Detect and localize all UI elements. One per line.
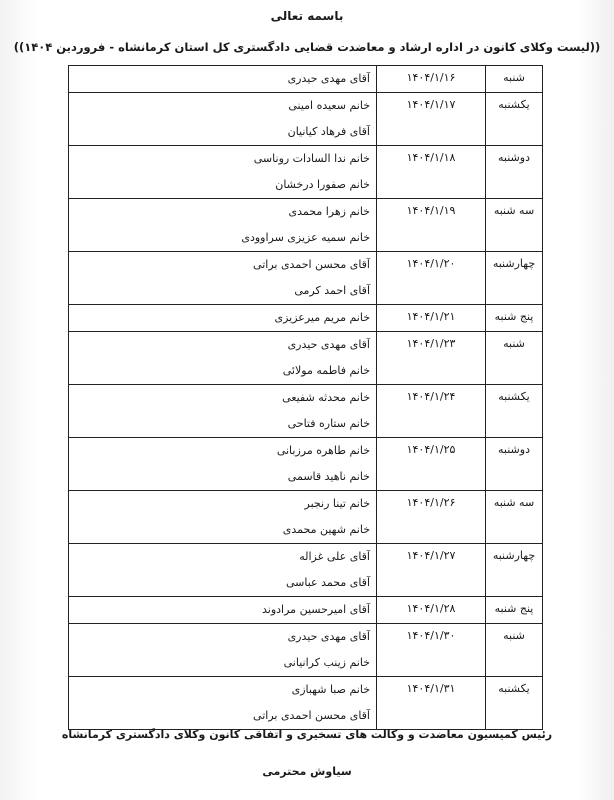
lawyer-name: آقای محسن احمدی براتی xyxy=(253,709,370,722)
lawyer-names-cell xyxy=(69,332,377,385)
date-cell: ۱۴۰۴/۱/۱۷ xyxy=(377,93,486,146)
commission-head-title: رئیس کمیسیون معاضدت و وکالت های تسخیری و اتفاقی کانون وکلای دادگستری کرمانشاه xyxy=(61,728,553,741)
lawyer-names-cell xyxy=(69,385,377,438)
date-cell: ۱۴۰۴/۱/۱۹ xyxy=(377,199,486,252)
lawyer-name: خانم سمیه عزیزی سراوودی xyxy=(241,231,370,244)
table-row xyxy=(69,677,543,730)
table-row xyxy=(69,438,543,491)
lawyer-names-cell xyxy=(69,199,377,252)
day-cell: پنج شنبه xyxy=(486,597,543,624)
date-cell: ۱۴۰۴/۱/۳۰ xyxy=(377,624,486,677)
day-cell: دوشنبه xyxy=(486,438,543,491)
lawyer-name: آقای احمد کرمی xyxy=(294,284,370,297)
signatory-name: سیاوش محترمی xyxy=(262,765,352,778)
date-cell: ۱۴۰۴/۱/۱۸ xyxy=(377,146,486,199)
lawyer-names-cell xyxy=(69,438,377,491)
lawyer-name: خانم ستاره فتاحی xyxy=(287,417,370,430)
table-row xyxy=(69,146,543,199)
day-cell: چهارشنبه xyxy=(486,544,543,597)
table-row xyxy=(69,93,543,146)
day-cell: شنبه xyxy=(486,66,543,93)
lawyer-name: خانم زهرا محمدی xyxy=(288,205,370,218)
day-cell: یکشنبه xyxy=(486,93,543,146)
table-row xyxy=(69,332,543,385)
date-cell: ۱۴۰۴/۱/۲۴ xyxy=(377,385,486,438)
date-cell: ۱۴۰۴/۱/۲۳ xyxy=(377,332,486,385)
date-cell: ۱۴۰۴/۱/۲۸ xyxy=(377,597,486,624)
day-cell: شنبه xyxy=(486,624,543,677)
date-cell: ۱۴۰۴/۱/۲۶ xyxy=(377,491,486,544)
lawyer-name: آقای علی غزاله xyxy=(299,550,370,563)
table-row xyxy=(69,597,543,624)
document-subtitle: ((لیست وکلای کانون در اداره ارشاد و معاضدت قضایی دادگستری کل استان کرمانشاه - فروردین ۱۴۰۴)) xyxy=(13,40,601,54)
day-cell: چهارشنبه xyxy=(486,252,543,305)
date-cell: ۱۴۰۴/۱/۳۱ xyxy=(377,677,486,730)
table-row xyxy=(69,385,543,438)
lawyer-name: آقای محسن احمدی براتی xyxy=(253,258,370,271)
schedule-body xyxy=(69,66,543,730)
table-row xyxy=(69,305,543,332)
lawyer-name: آقای امیرحسین مرادوند xyxy=(262,603,370,616)
date-cell: ۱۴۰۴/۱/۲۷ xyxy=(377,544,486,597)
lawyer-names-cell xyxy=(69,677,377,730)
lawyer-names-cell xyxy=(69,305,377,332)
lawyer-name: آقای مهدی حیدری xyxy=(287,338,370,351)
lawyer-names-cell xyxy=(69,252,377,305)
table-row xyxy=(69,544,543,597)
lawyer-name: خانم محدثه شفیعی xyxy=(282,391,370,404)
day-cell: پنج شنبه xyxy=(486,305,543,332)
table-row xyxy=(69,66,543,93)
lawyer-schedule-table xyxy=(68,65,543,730)
lawyer-names-cell xyxy=(69,491,377,544)
table-row xyxy=(69,199,543,252)
lawyer-name: خانم مریم میرعزیزی xyxy=(274,311,370,324)
day-cell: شنبه xyxy=(486,332,543,385)
lawyer-name: خانم فاطمه مولائی xyxy=(282,364,370,377)
table-row xyxy=(69,491,543,544)
day-cell: سه شنبه xyxy=(486,199,543,252)
lawyer-names-cell xyxy=(69,597,377,624)
date-cell: ۱۴۰۴/۱/۲۵ xyxy=(377,438,486,491)
date-cell: ۱۴۰۴/۱/۱۶ xyxy=(377,66,486,93)
date-cell: ۱۴۰۴/۱/۲۰ xyxy=(377,252,486,305)
day-cell: یکشنبه xyxy=(486,385,543,438)
lawyer-name: خانم تینا رنجبر xyxy=(304,497,370,510)
table-row xyxy=(69,624,543,677)
lawyer-names-cell xyxy=(69,146,377,199)
lawyer-names-cell xyxy=(69,544,377,597)
table-row xyxy=(69,252,543,305)
lawyer-names-cell xyxy=(69,66,377,93)
document-heading: باسمه تعالی xyxy=(270,9,344,23)
lawyer-name: خانم صفورا درخشان xyxy=(275,178,370,191)
lawyer-name: آقای مهدی حیدری xyxy=(287,72,370,85)
lawyer-name: آقای فرهاد کیانیان xyxy=(287,125,370,138)
lawyer-name: خانم سعیده امینی xyxy=(288,99,370,112)
lawyer-name: خانم شهین محمدی xyxy=(282,523,370,536)
lawyer-name: خانم طاهره مرزبانی xyxy=(276,444,370,457)
lawyer-name: آقای محمد عباسی xyxy=(285,576,370,589)
lawyer-name: آقای مهدی حیدری xyxy=(287,630,370,643)
date-cell: ۱۴۰۴/۱/۲۱ xyxy=(377,305,486,332)
day-cell: دوشنبه xyxy=(486,146,543,199)
lawyer-name: خانم صبا شهبازی xyxy=(291,683,370,696)
lawyer-names-cell xyxy=(69,93,377,146)
lawyer-name: خانم ناهید قاسمی xyxy=(287,470,370,483)
day-cell: یکشنبه xyxy=(486,677,543,730)
lawyer-name: خانم ندا السادات روناسی xyxy=(253,152,370,165)
lawyer-names-cell xyxy=(69,624,377,677)
lawyer-name: خانم زینب کرانیانی xyxy=(283,656,370,669)
day-cell: سه شنبه xyxy=(486,491,543,544)
